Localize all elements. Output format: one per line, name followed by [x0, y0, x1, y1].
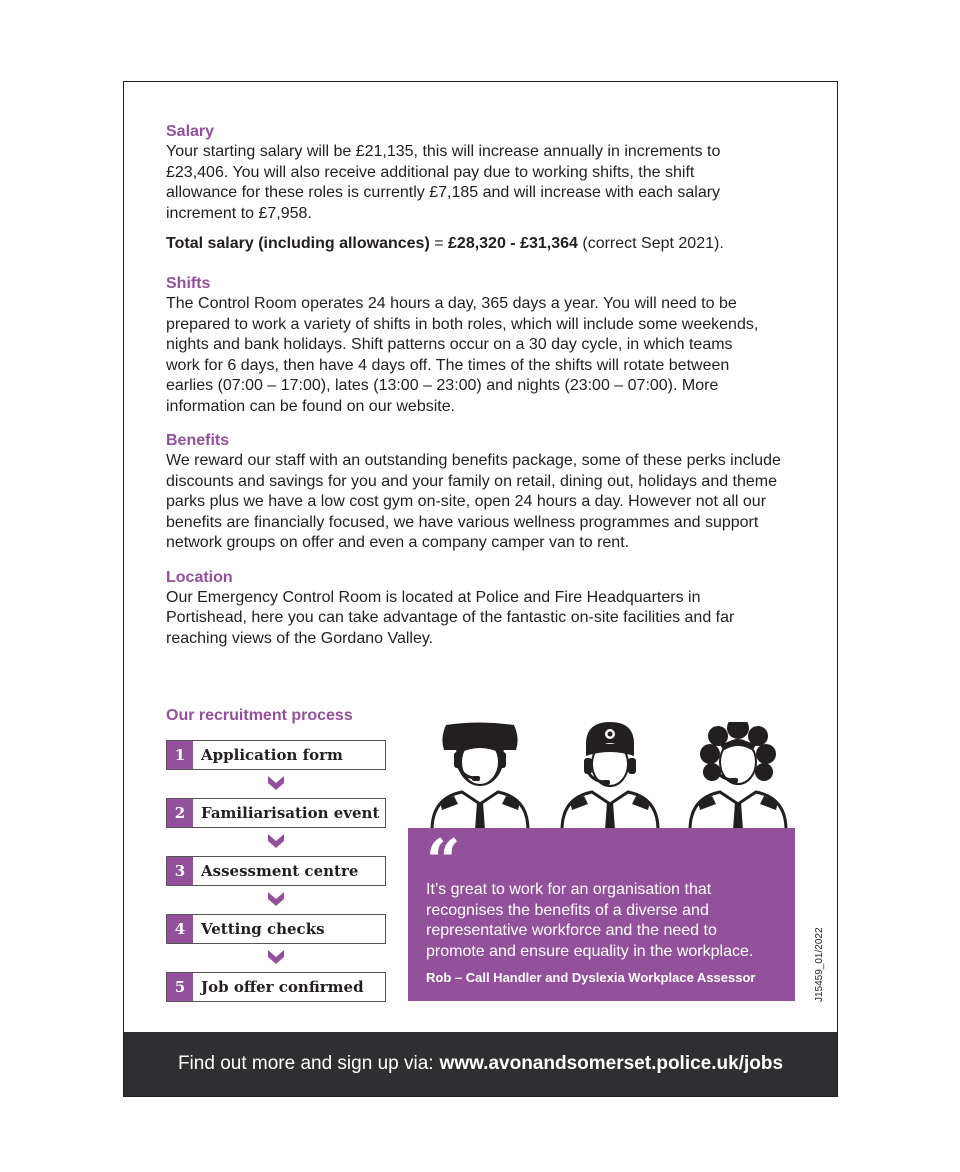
down-arrow-icon [166, 828, 386, 856]
main-content [166, 122, 806, 663]
shifts-body: The Control Room operates 24 hours a day, 365 days a year. You will need to be prepared to work a variety of shifts in both roles, which will include some weekends, nights and bank holidays. Shift patterns occur on a 30 day cycle, in which teams work for 6 days, then have 4 days off. The times of the shifts will rotate between earlies (07:00 – 17:00), lates (13:00 – 23:00) and nights (23:00 – 07:00). More information can be found on our website. [166, 295, 759, 415]
testimonial-text: It’s great to work for an organisation that recognises the benefits of a diverse and representative workforce and the need to promote and ensure equality in the workplace. [426, 881, 754, 960]
total-salary-equals: = [434, 235, 444, 252]
shifts-section [166, 274, 806, 417]
call-handler-icon [690, 722, 786, 830]
step-5 [166, 972, 386, 1002]
total-salary-line [166, 234, 806, 254]
step-number: 4 [167, 915, 193, 943]
step-4 [166, 914, 386, 944]
call-handler-icon [432, 723, 528, 831]
total-salary-note: (correct Sept 2021). [582, 235, 724, 252]
step-label: Job offer confirmed [201, 978, 364, 996]
testimonial-attribution: Rob – Call Handler and Dyslexia Workplace Assessor [426, 970, 756, 985]
benefits-body: We reward our staff with an outstanding benefits package, some of these perks include discounts and savings for you and your family on retail, dining out, holidays and theme parks plus we have a low cost gym on-site, open 24 hours a day. However not all our benefits are financially focused, we have various wellness programmes and support network groups on offer and even a company camper van to rent. [166, 452, 781, 551]
down-arrow-icon [166, 770, 386, 798]
footer-url-link[interactable]: www.avonandsomerset.police.uk/jobs [439, 1053, 784, 1074]
step-1 [166, 740, 386, 770]
step-label: Familiarisation event [201, 804, 380, 822]
step-label: Application form [201, 746, 343, 764]
step-number: 1 [167, 741, 193, 769]
quote-mark-icon: “ [426, 827, 461, 897]
benefits-section [166, 431, 806, 554]
step-number: 2 [167, 799, 193, 827]
total-salary-value: £28,320 - £31,364 [448, 235, 578, 252]
flyer-page [123, 81, 838, 1097]
step-number: 5 [167, 973, 193, 1001]
total-salary-label: Total salary (including allowances) [166, 235, 430, 252]
down-arrow-icon [166, 886, 386, 914]
reference-code: J15459_01/2022 [814, 927, 825, 1002]
location-body: Our Emergency Control Room is located at Police and Fire Headquarters in Portishead, here you can take advantage of the fantastic on-site facilities and far reaching views of the Gordano Valley. [166, 588, 735, 647]
salary-heading: Salary [166, 123, 215, 140]
down-arrow-icon [166, 944, 386, 972]
recruitment-heading: Our recruitment process [166, 707, 353, 724]
recruitment-steps [166, 740, 386, 1002]
step-number: 3 [167, 857, 193, 885]
footer-prefix: Find out more and sign up via: [177, 1053, 434, 1074]
footer-banner [124, 1032, 837, 1096]
step-label: Assessment centre [201, 862, 359, 880]
shifts-heading: Shifts [166, 275, 211, 292]
benefits-heading: Benefits [166, 432, 230, 449]
salary-section [166, 122, 806, 254]
step-label: Vetting checks [201, 920, 325, 938]
call-handlers-illustration [420, 722, 800, 830]
location-heading: Location [166, 568, 233, 586]
salary-body: Your starting salary will be £21,135, this will increase annually in increments to £23,406. You will also receive additional pay due to working shifts, the shift allowance for these roles is currently £7,185 and will increase with each salary increment to £7,958. [166, 143, 721, 222]
step-2 [166, 798, 386, 828]
step-3 [166, 856, 386, 886]
location-section [166, 568, 806, 650]
call-handler-icon [562, 722, 658, 830]
testimonial-box [408, 828, 795, 1001]
